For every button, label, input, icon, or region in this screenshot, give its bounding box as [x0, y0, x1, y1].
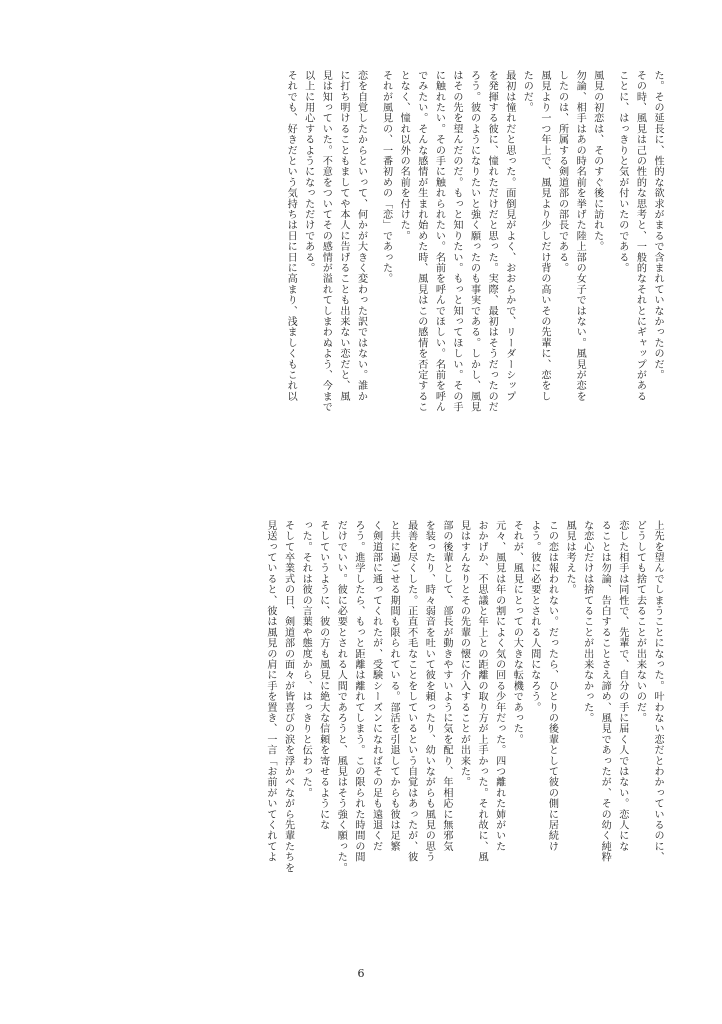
text-column: ることは勿論、告白することさえ諦め、風見であったが、その幼く純粋 — [599, 520, 611, 863]
text-column: そしていうように、彼の方も風見に絶大な信頼を寄せるようにな — [317, 520, 329, 831]
text-column: 上先を望んでしまうことになった。叶わない恋だとわかっているのに、 — [652, 520, 663, 863]
text-column: 部の後輩として、部長が動きやすいように気を配り、年相応に無邪気 — [440, 520, 452, 852]
text-column: た。その延長に、性的な欲求がまるで含まれていなかったのだ。 — [652, 70, 663, 381]
text-column: に打ち明けることもましてや本人に告げることも出来ない恋だと、風 — [337, 70, 349, 402]
text-column: 風見の初恋は、そのすぐ後に訪れた。 — [591, 70, 603, 252]
text-column: 元々、風見は年の割によく気の回る少年だった。四つ離れた姉がいた — [493, 520, 505, 852]
text-column: く剣道部に通ってくれたが、受験シーズンになればその足も遠退くだ — [370, 520, 382, 852]
text-column: 最初は憧れだと思った。面倒見がよく、おおらかで、リーダーシップ — [503, 70, 515, 402]
text-column: はその先を望んだのだ。もっと知りたい。もっと知ってほしい。その手 — [450, 70, 462, 413]
text-column: ろう。進学したら、もっと距離は離れてしまう。この限られた時間の間 — [352, 520, 364, 863]
text-column: おかげか、不思議と年上との距離の取り方が上手かった。それ故に、風 — [476, 520, 488, 863]
text-column: 風見より一つ年上で、風見より少しだけ背の高いその先輩に、恋をし — [538, 70, 550, 402]
text-column: 見はすんなりとその先輩の懐に介入することが出来た。 — [458, 520, 470, 788]
text-column: それが風見の、一番初めの「恋」であった。 — [380, 70, 392, 284]
text-column: でみたい。そんな感情が生まれ始めた時、風見はこの感情を否定するこ — [415, 70, 427, 413]
text-column: 最善を尽くした。正直不毛なことをしているという自覚はあったが、彼 — [405, 520, 417, 863]
text-column: よう。彼に必要とされる人間になろう。 — [528, 520, 540, 713]
text-column: 恋した相手は同性で、先輩で、自分の手に届く人ではない。恋人にな — [616, 520, 628, 852]
text-column: 勿論、相手はあの時名前を挙げた陸上部の女子ではない。風見が恋を — [574, 70, 586, 402]
text-column: この恋は報われない。だったら、ひとりの後輩として彼の側に居続け — [546, 520, 558, 852]
text-column: と共に過ごせる期間も限られている。部活を引退してからも彼は足繁 — [388, 520, 400, 852]
text-column: な恋心だけは捨てることが出来なかった。 — [581, 520, 593, 724]
text-column: したのは、所属する剣道部の部長である。 — [556, 70, 568, 274]
text-column: その時、風見は己の性的な思考と、一般的なそれとにギャップがある — [634, 70, 646, 402]
text-column: そして卒業式の日、剣道部の面々が皆喜びの涙を浮かべながら先輩たちを — [282, 520, 294, 874]
lower-text-section — [265, 520, 662, 952]
text-column: 見送っていると、彼は風見の肩に手を置き、一言「お前がいてくれてよ — [264, 520, 276, 863]
upper-text-section — [285, 70, 662, 488]
text-column: それが、風見にとっての大きな転機であった。 — [511, 520, 523, 745]
text-column: だけでいい。彼に必要とされる人間であろうと、風見はそう強く願った。 — [335, 520, 347, 874]
text-column: ろう。彼のようになりたいと強く願ったのも事実である。しかし、風見 — [468, 70, 480, 413]
text-column: 恋を自覚したからといって、何かが大きく変わった訳ではない。誰か — [355, 70, 367, 402]
text-column: 風見は考えた。 — [564, 520, 576, 595]
page-number: 6 — [357, 967, 365, 980]
text-column: 見は知っていた。不意をついてその感情が溢れてしまわぬよう、今まで — [320, 70, 332, 413]
text-column: となく、憧れ以外の名前を付けた。 — [398, 70, 410, 242]
text-column: 以上に用心するようになっただけである。 — [302, 70, 314, 274]
text-column: に触れたい。その手に触れられたい。名前を呼んでほしい。名前を呼ん — [433, 70, 445, 413]
text-column: を発揮する彼に、憧れただけだと思った。実際、最初はそうだったのだ — [486, 70, 498, 413]
text-column: ことに、はっきりと気が付いたのである。 — [616, 70, 628, 274]
text-column: どうしても捨て去ることが出来ないのだ。 — [634, 520, 646, 724]
text-column: を装ったり、時々弱音を吐いて彼を頼ったり、幼いながらも風見の思う — [423, 520, 435, 863]
text-column: った。それは彼の言葉や態度から、はっきりと伝わった。 — [300, 520, 312, 799]
text-column: たのだ。 — [521, 70, 533, 113]
text-column: それでも、好きだという気持ちは日に日に高まり、浅ましくもこれ以 — [285, 70, 297, 402]
